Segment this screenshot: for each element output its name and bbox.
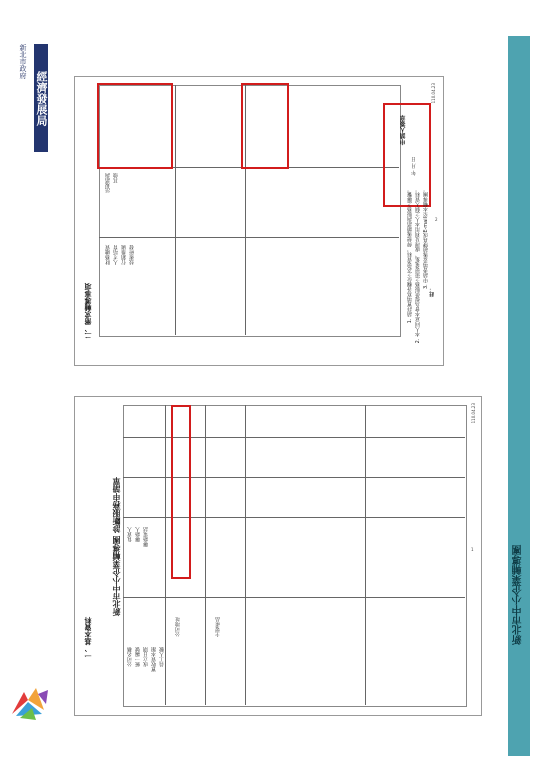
field-label: 公司地址 — [175, 617, 181, 637]
form-title: 新北市中小企業輔導團 診斷服務申請單 — [112, 477, 121, 616]
page-number: 1 — [471, 547, 474, 552]
form-page-1 — [74, 396, 482, 716]
field-label: 統一編號 — [135, 647, 141, 667]
bureau-name-band: 經濟發展局 — [34, 44, 48, 152]
field-label: 聯絡人 — [135, 527, 141, 542]
field-label: 成立日期 — [143, 647, 149, 667]
field-label: 實收資本額 — [151, 647, 157, 672]
section-basic-title: 一、基本資料 — [84, 617, 92, 659]
field-label: 負責人 — [127, 527, 133, 542]
needs-item: 行銷推廣 — [121, 245, 127, 265]
page-number: 2 — [435, 217, 438, 222]
needs-item: 財務融資 — [105, 245, 111, 265]
band-label: 新北市中小企業輔導團 — [513, 545, 524, 645]
logo — [18, 40, 48, 160]
date-code: 110.04.23 — [471, 403, 476, 424]
highlight-box — [97, 83, 173, 169]
emblem-icon — [6, 680, 52, 726]
gov-name: 新北市政府 — [19, 44, 27, 79]
section-needs-title: 二、需求輔導事項 — [84, 283, 92, 339]
needs-item: 技術研發 — [129, 245, 135, 265]
field-label: 員工人數 — [159, 647, 165, 667]
field-label: 主要產品 — [215, 617, 221, 637]
highlight-box — [241, 83, 289, 169]
needs-item: 其他 — [113, 173, 119, 183]
note-line: 1. 請詳實填寫各欄位之必要資料，俾便後續諮詢服務之聯繫。 — [407, 187, 413, 324]
sign-date: 年 月 日 — [411, 157, 417, 176]
note-line: 3. 申請書填妥後請傳真或E-mail至本輔導團。 — [423, 187, 429, 290]
note-line: 2. 本人同意本會為提供服務之需要蒐集、處理及利用本人之個人資料。 — [415, 187, 421, 344]
field-label: 公司名稱 — [127, 647, 133, 667]
needs-item: 法規諮詢 — [105, 173, 111, 193]
date-code: 110.04.23 — [431, 83, 436, 104]
needs-item: 人才培育 — [113, 245, 119, 265]
notes-label: 註： — [429, 287, 435, 297]
side-band — [508, 36, 530, 756]
form-page-2 — [74, 76, 444, 366]
contact-highlight-box — [171, 405, 191, 579]
applicant-sign-label: 申請人簽章 — [400, 115, 407, 145]
field-label: 聯絡電話 — [143, 527, 149, 547]
